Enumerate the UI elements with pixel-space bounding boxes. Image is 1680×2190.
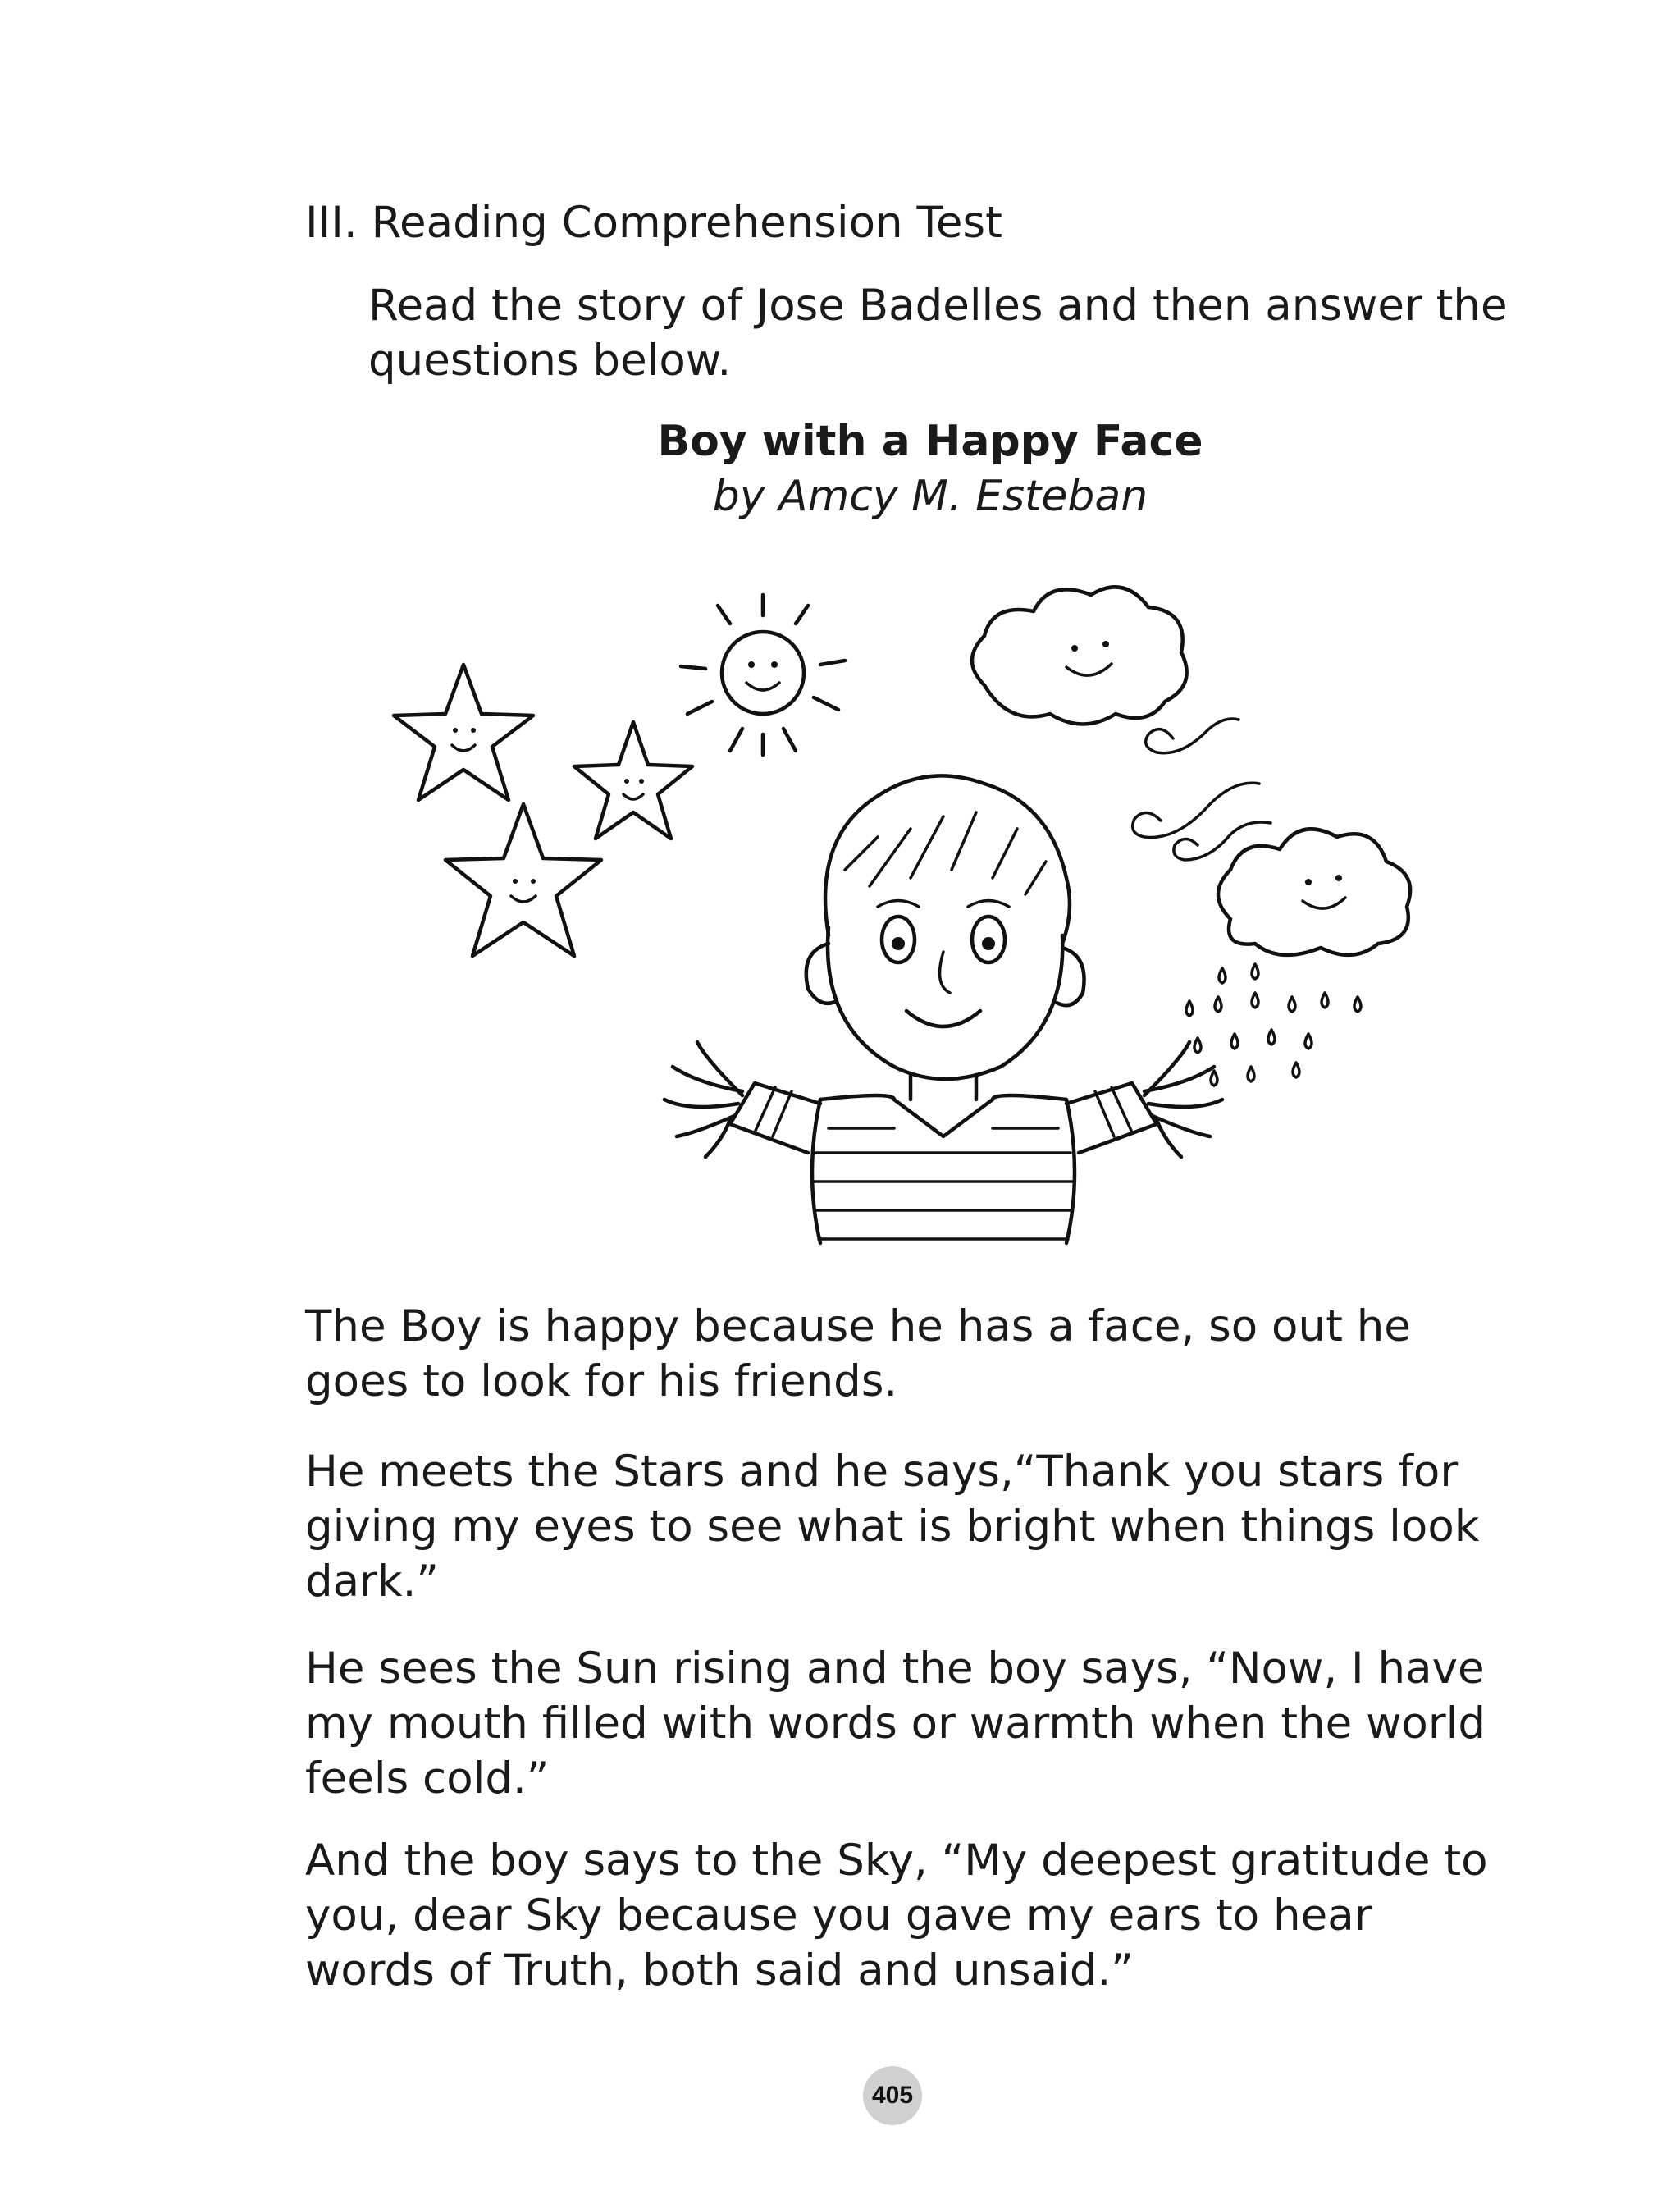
story-paragraph: He sees the Sun rising and the boy says, “Now, I have my mouth filled with words or warmth when the world feels cold.” xyxy=(305,1644,1486,1804)
wind-icon xyxy=(1133,719,1271,860)
instruction-text: Read the story of Jose Badelles and then answer the questions below. xyxy=(368,281,1508,386)
story-illustration xyxy=(377,574,1427,1247)
sun-icon xyxy=(681,595,845,755)
page-number: 405 xyxy=(871,2082,914,2109)
cloud-icon xyxy=(972,587,1187,724)
story-paragraph: The Boy is happy because he has a face, so out he goes to look for his friends. xyxy=(305,1301,1411,1406)
star-icon xyxy=(445,804,601,956)
star-icon xyxy=(394,665,533,800)
story-paragraph: And the boy says to the Sky, “My deepest gratitude to you, dear Sky because you gave my ears to hear words of Truth, both said and unsaid.” xyxy=(305,1836,1488,1996)
story-author: by Amcy M. Esteban xyxy=(712,472,1148,521)
story-title: Boy with a Happy Face xyxy=(657,417,1203,466)
star-icon xyxy=(574,722,692,839)
story-paragraph: He meets the Stars and he says,“Thank you stars for giving my eyes to see what is bright when things look dark.” xyxy=(305,1447,1480,1607)
page-number-badge xyxy=(863,2066,922,2125)
rain-cloud-icon xyxy=(1186,829,1410,1086)
boy-figure xyxy=(664,775,1222,1243)
section-heading: III. Reading Comprehension Test xyxy=(305,198,1002,248)
